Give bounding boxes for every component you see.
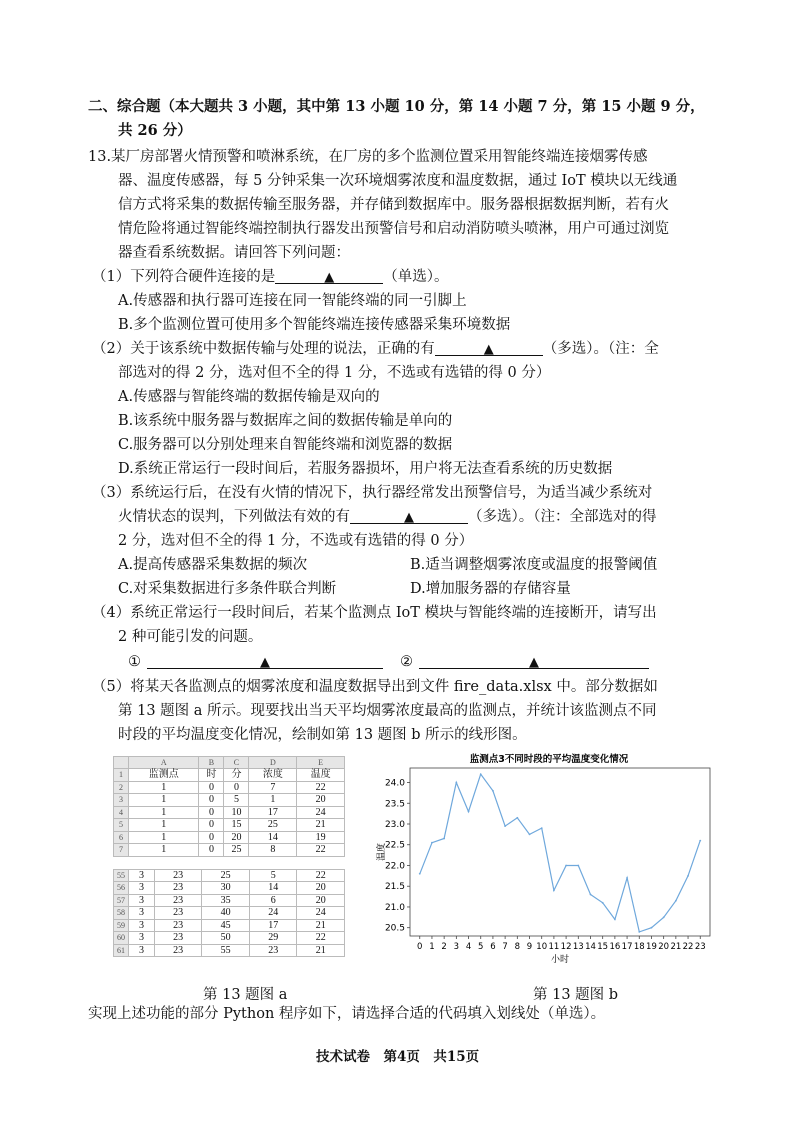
table-cell: 35	[202, 894, 250, 907]
table-row	[114, 781, 345, 794]
q5-stem-cont: 第 13 题图 a 所示。现要找出当天平均烟雾浓度最高的监测点，并统计该监测点不同	[118, 703, 657, 719]
caption-figure-a: 第 13 题图 a	[203, 987, 288, 1003]
table-cell: 1	[249, 794, 297, 807]
table-row	[114, 869, 345, 882]
series-points	[419, 773, 701, 932]
q4-answer-1: ① ▲	[128, 652, 383, 672]
table-cell: 1	[129, 819, 199, 832]
table-cell: 14	[249, 831, 297, 844]
header-cell: 时	[199, 769, 224, 782]
x-tick-label: 1	[429, 942, 435, 952]
q1-option-b: B.多个监测位置可使用多个智能终端连接传感器采集环境数据	[118, 317, 511, 333]
table-cell: 0	[199, 781, 224, 794]
data-point	[602, 902, 604, 904]
table-cell: 7	[249, 781, 297, 794]
data-point	[468, 811, 470, 813]
table-cell: 24	[297, 806, 345, 819]
table-row	[114, 844, 345, 857]
table-cell: 23	[154, 919, 202, 932]
table-cell: 3	[129, 932, 155, 945]
x-tick-label: 8	[514, 942, 521, 952]
y-tick-label: 24.0	[384, 778, 405, 789]
data-point	[419, 873, 421, 875]
table-cell: 20	[224, 831, 249, 844]
q3-answer-blank[interactable]: ▲	[350, 507, 468, 524]
table-cell: 45	[202, 919, 250, 932]
bottom-rows	[114, 869, 345, 957]
table-cell: 22	[297, 781, 345, 794]
y-tick-label: 22.0	[384, 861, 405, 872]
data-point	[431, 842, 433, 844]
x-axis-label: 小时	[550, 955, 570, 965]
table-cell: 17	[249, 919, 297, 932]
table-cell: 19	[297, 831, 345, 844]
data-point	[553, 889, 555, 891]
table-cell: 6	[249, 894, 297, 907]
table-cell: 1	[129, 844, 199, 857]
table-cell: 1	[129, 806, 199, 819]
q4-answer-1-blank[interactable]: ▲	[147, 652, 383, 669]
table-cell: 1	[129, 781, 199, 794]
y-tick-label: 23.5	[384, 799, 405, 810]
data-point	[699, 840, 701, 842]
table-cell: 3	[129, 944, 155, 957]
table-cell: 10	[224, 806, 249, 819]
row-number: 55	[114, 869, 129, 882]
q3-stem-cont: 火情状态的误判，下列做法有效的有 ▲ （多选）。（注：全部选对的得	[118, 509, 657, 525]
table-cell: 22	[297, 844, 345, 857]
row-number: 3	[114, 794, 129, 807]
header-cell: 浓度	[249, 769, 297, 782]
x-tick-label: 3	[453, 942, 460, 952]
table-cell: 0	[199, 806, 224, 819]
line-chart	[370, 750, 706, 972]
x-tick-label: 10	[536, 942, 548, 952]
data-point	[504, 825, 506, 827]
x-tick-label: 6	[490, 942, 496, 952]
table-row	[114, 944, 345, 957]
table-row	[114, 907, 345, 920]
data-point	[651, 927, 653, 929]
data-point	[626, 877, 628, 879]
x-tick-label: 0	[417, 942, 423, 952]
data-point	[663, 916, 665, 918]
q2-option-d: D.系统正常运行一段时间后，若服务器损坏，用户将无法查看系统的历史数据	[118, 461, 613, 477]
header-cell: 分	[224, 769, 249, 782]
table-cell: 0	[199, 794, 224, 807]
data-point	[480, 773, 482, 775]
q2-option-a: A.传感器与智能终端的数据传输是双向的	[118, 389, 380, 405]
q2-scoring-note: 部选对的得 2 分，选对但不全的得 1 分，不选或有选错的得 0 分）	[118, 365, 551, 381]
q1-stem: （1）下列符合硬件连接的是 ▲ （单选）。	[92, 269, 449, 285]
table-cell: 14	[249, 882, 297, 895]
table-cell: 5	[224, 794, 249, 807]
q2-option-b: B.该系统中服务器与数据库之间的数据传输是单向的	[118, 413, 453, 429]
x-tick-label: 11	[548, 942, 560, 952]
row-number: 61	[114, 944, 129, 957]
table-cell: 20	[297, 794, 345, 807]
table-row	[114, 894, 345, 907]
q3-scoring-note: 2 分，选对但不全的得 1 分，不选或有选错的得 0 分）	[118, 533, 474, 549]
row-number: 5	[114, 819, 129, 832]
table-cell: 24	[297, 907, 345, 920]
data-point	[492, 790, 494, 792]
table-cell: 22	[297, 932, 345, 945]
table-cell: 21	[297, 919, 345, 932]
data-point	[541, 827, 543, 829]
data-point	[529, 833, 531, 835]
column-letter: C	[224, 757, 249, 769]
x-tick-label: 21	[670, 942, 682, 952]
column-letter-row	[114, 757, 345, 769]
table-cell: 23	[154, 869, 202, 882]
table-cell: 23	[154, 944, 202, 957]
x-tick-label: 15	[597, 942, 609, 952]
data-point	[565, 865, 567, 867]
data-point	[590, 894, 592, 896]
x-tick-label: 16	[609, 942, 621, 952]
column-letter: D	[249, 757, 297, 769]
table-cell: 3	[129, 919, 155, 932]
q3-option-c: C.对采集数据进行多条件联合判断	[118, 581, 337, 597]
top-rows	[114, 781, 345, 856]
q1-answer-blank[interactable]: ▲	[275, 267, 383, 284]
plot-frame	[410, 768, 710, 936]
table-cell: 23	[154, 907, 202, 920]
caption-figure-b: 第 13 题图 b	[533, 987, 619, 1003]
q13-stem-line: 13.某厂房部署火情预警和喷淋系统，在厂房的多个监测位置采用智能终端连接烟雾传感	[88, 149, 648, 165]
table-cell: 1	[129, 831, 199, 844]
x-tick-label: 19	[646, 942, 657, 952]
y-tick-label: 23.0	[384, 820, 405, 830]
y-tick-label: 21.0	[384, 902, 405, 913]
table-cell: 21	[297, 819, 345, 832]
q4-stem-cont: 2 种可能引发的问题。	[118, 629, 263, 645]
table-cell: 25	[202, 869, 250, 882]
x-tick-label: 17	[621, 942, 633, 952]
column-letter: B	[199, 757, 224, 769]
x-tick-label: 4	[465, 942, 472, 952]
q4-stem: （4）系统正常运行一段时间后，若某个监测点 IoT 模块与智能终端的连接断开，请写出	[92, 605, 657, 621]
page-footer: 技术试卷 第4页 共15页	[316, 1049, 480, 1065]
data-point	[577, 865, 579, 867]
table-row	[114, 819, 345, 832]
y-axis-label: 温度	[377, 842, 387, 862]
x-tick-label: 13	[572, 942, 584, 952]
table-cell: 17	[249, 806, 297, 819]
q13-stem-line: 信方式将采集的数据传输至服务器，并存储到数据库中。服务器根据数据判断，若有火	[118, 197, 669, 213]
x-tick-label: 23	[694, 942, 706, 952]
x-tick-label: 14	[585, 942, 596, 952]
table-cell: 23	[154, 882, 202, 895]
row-number: 6	[114, 831, 129, 844]
column-letter: E	[297, 757, 345, 769]
q4-answer-2-blank[interactable]: ▲	[419, 652, 649, 669]
x-tick-label: 2	[441, 942, 447, 952]
table-cell: 1	[129, 794, 199, 807]
section-heading: 二、综合题（本大题共 3 小题，其中第 13 小题 10 分，第 14 小题 7 分，第 15 小题 9 分，	[88, 98, 705, 115]
y-axis-ticks	[385, 779, 410, 934]
x-tick-label: 18	[633, 942, 645, 952]
row-number: 60	[114, 932, 129, 945]
table-cell: 29	[249, 932, 297, 945]
table-cell: 23	[154, 932, 202, 945]
table-cell: 23	[249, 944, 297, 957]
spreadsheet-table-top	[113, 756, 345, 857]
table-cell: 24	[249, 907, 297, 920]
q3-option-b: B.适当调整烟雾浓度或温度的报警阈值	[410, 557, 658, 573]
table-cell: 20	[297, 894, 345, 907]
q2-answer-blank[interactable]: ▲	[435, 339, 543, 356]
section-heading-cont: 共 26 分）	[118, 122, 192, 139]
table-cell: 55	[202, 944, 250, 957]
row-number: 7	[114, 844, 129, 857]
table-row	[114, 932, 345, 945]
chart-title: 监测点3不同时段的平均温度变化情况	[469, 754, 629, 765]
q3-stem: （3）系统运行后，在没有火情的情况下，执行器经常发出预警信号，为适当减少系统对	[92, 485, 653, 501]
q2-stem: （2）关于该系统中数据传输与处理的说法，正确的有 ▲ （多选）。（注：全	[92, 341, 659, 357]
q13-stem-line: 器、温度传感器，每 5 分钟采集一次环境烟雾浓度和温度数据，通过 IoT 模块以无线通	[118, 173, 678, 189]
q3-option-d: D.增加服务器的存储容量	[410, 581, 571, 597]
q2-option-c: C.服务器可以分别处理来自智能终端和浏览器的数据	[118, 437, 453, 453]
table-cell: 0	[199, 844, 224, 857]
table-cell: 25	[224, 844, 249, 857]
x-tick-label: 20	[658, 942, 670, 952]
code-intro: 实现上述功能的部分 Python 程序如下，请选择合适的代码填入划线处（单选）。	[88, 1006, 606, 1022]
data-point	[516, 817, 518, 819]
x-tick-label: 22	[682, 942, 694, 952]
table-cell: 3	[129, 907, 155, 920]
data-point	[687, 875, 689, 877]
row-number: 2	[114, 781, 129, 794]
table-cell: 15	[224, 819, 249, 832]
spreadsheet-figure	[113, 756, 345, 957]
q13-stem-line: 器查看系统数据。请回答下列问题：	[118, 245, 350, 261]
data-point	[675, 900, 677, 902]
y-tick-label: 22.5	[384, 840, 405, 851]
column-letter: A	[129, 757, 199, 769]
table-cell: 50	[202, 932, 250, 945]
table-row	[114, 806, 345, 819]
table-row	[114, 882, 345, 895]
header-row: 1 监测点 时 分 浓度 温度	[114, 769, 345, 782]
q5-stem-cont: 时段的平均温度变化情况，绘制如第 13 题图 b 所示的线形图。	[118, 727, 527, 743]
table-cell: 20	[297, 882, 345, 895]
row-number: 4	[114, 806, 129, 819]
table-cell: 25	[249, 819, 297, 832]
table-cell: 0	[224, 781, 249, 794]
y-tick-label: 20.5	[384, 923, 405, 934]
q13-stem-line: 情危险将通过智能终端控制执行器发出预警信号和启动消防喷头喷淋，用户可通过浏览	[118, 221, 669, 237]
q5-stem: （5）将某天各监测点的烟雾浓度和温度数据导出到文件 fire_data.xlsx 中。部分数据如	[92, 679, 658, 695]
data-point	[614, 919, 616, 921]
table-cell: 21	[297, 944, 345, 957]
x-tick-label: 12	[560, 942, 572, 952]
x-axis-ticks	[417, 936, 706, 952]
table-cell: 22	[297, 869, 345, 882]
table-cell: 3	[129, 894, 155, 907]
table-row	[114, 919, 345, 932]
table-cell: 0	[199, 819, 224, 832]
row-number: 58	[114, 907, 129, 920]
table-cell: 0	[199, 831, 224, 844]
y-tick-label: 21.5	[384, 882, 405, 893]
spreadsheet-table-bottom	[113, 869, 345, 958]
data-point	[443, 838, 445, 840]
row-number: 57	[114, 894, 129, 907]
table-cell: 30	[202, 882, 250, 895]
table-row	[114, 794, 345, 807]
table-cell: 8	[249, 844, 297, 857]
header-cell: 监测点	[129, 769, 199, 782]
q1-option-a: A.传感器和执行器可连接在同一智能终端的同一引脚上	[118, 293, 467, 309]
table-cell: 23	[154, 894, 202, 907]
data-point	[638, 931, 640, 933]
table-cell: 5	[249, 869, 297, 882]
q4-answer-2: ② ▲	[400, 652, 649, 672]
x-tick-label: 5	[478, 942, 484, 952]
table-row	[114, 831, 345, 844]
x-tick-label: 7	[502, 942, 508, 952]
header-cell: 温度	[297, 769, 345, 782]
x-tick-label: 9	[526, 942, 533, 952]
series-line	[420, 774, 700, 932]
table-cell: 40	[202, 907, 250, 920]
table-cell: 3	[129, 869, 155, 882]
data-point	[455, 782, 457, 784]
table-cell: 3	[129, 882, 155, 895]
q3-option-a: A.提高传感器采集数据的频次	[118, 557, 308, 573]
row-number: 56	[114, 882, 129, 895]
row-number: 59	[114, 919, 129, 932]
